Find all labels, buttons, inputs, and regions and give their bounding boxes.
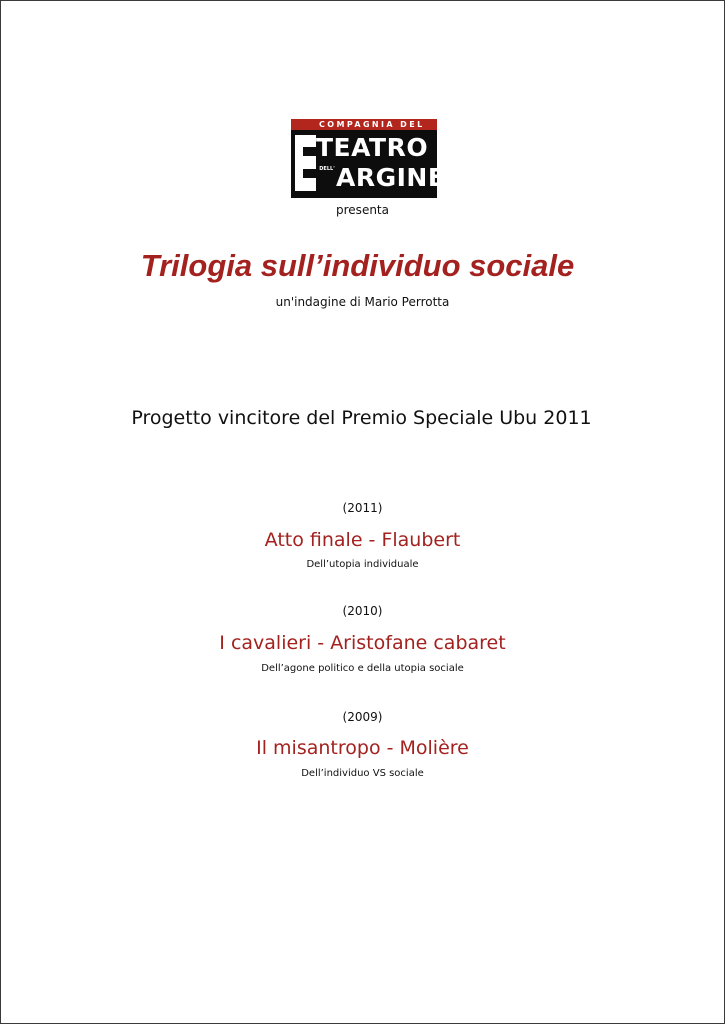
show-description: Dell’individuo VS sociale [301,768,424,779]
document-title: Trilogia sull’individuo sociale [140,248,575,283]
show-description: Dell’utopia individuale [306,559,419,570]
company-logo [291,119,446,198]
logo-word-dell: DELL' [319,166,335,172]
show-year: (2010) [342,604,383,618]
show-description: Dell’agone politico e della utopia sociale [261,663,464,674]
show-title: Il misantropo - Molière [256,737,469,759]
logo-company-label: COMPAGNIA DEL [319,120,425,129]
presenta-text: presenta [336,203,389,217]
logo-word-teatro: TEATRO [316,133,429,162]
show-title: I cavalieri - Aristofane cabaret [219,632,506,654]
document-subtitle: un'indagine di Mario Perrotta [275,295,450,309]
award-text: Progetto vincitore del Premio Speciale Ubu 2011 [131,407,592,429]
show-year: (2009) [342,710,383,724]
logo-word-argine: ARGINE [336,163,446,192]
show-year: (2011) [342,501,383,515]
logo-e-icon [295,135,317,191]
show-title: Atto finale - Flaubert [264,529,461,551]
